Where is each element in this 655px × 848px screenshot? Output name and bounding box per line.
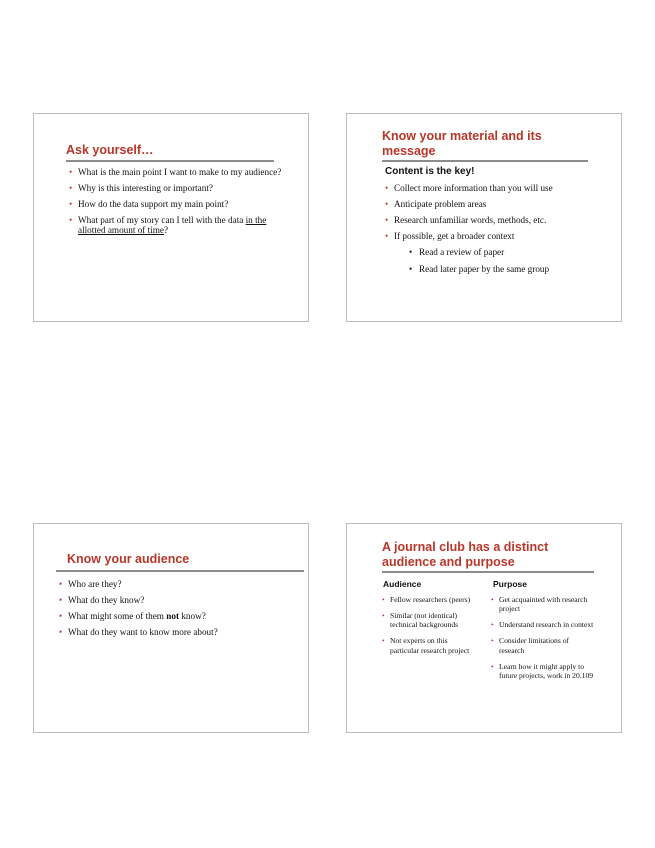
list-item: • Research unfamiliar words, methods, etc. [385,215,610,225]
list-item [385,231,610,274]
list-item-underlined: in the allotted amount of time [78,215,267,236]
sub-bullet-list [394,247,610,274]
list-item: • Learn how it might apply to future projects, work in 20.109 [490,662,596,681]
list-item: • Anticipate problem areas [385,199,610,209]
purpose-heading: Purpose [493,579,528,589]
slide-know-your-material [346,113,622,322]
list-item-text: If possible, get a broader context [394,231,515,241]
subheading: Content is the key! [385,166,475,177]
title-rule [56,570,304,572]
list-item [59,611,294,621]
slide-title: Ask yourself… [66,143,154,157]
title-rule [382,160,588,162]
list-item: • How do the data support my main point? [69,199,284,209]
audience-heading: Audience [383,579,422,589]
title-rule [382,571,594,573]
slide-title: Know your audience [67,552,190,566]
list-item [69,215,284,236]
purpose-list [490,595,596,687]
list-item: • Collect more information than you will use [385,183,610,193]
list-item: • Fellow researchers (peers) [381,595,477,604]
slide-know-your-audience [33,523,309,733]
bullet-list [69,167,284,241]
slide-journal-club [346,523,622,733]
list-item: • What do they want to know more about? [59,627,294,637]
bullet-list [385,183,610,280]
list-item-text: What might some of them [68,611,167,621]
bullet-list [59,579,294,643]
slide-title: A journal club has a distinct audience and purpose [382,540,549,569]
list-item-bold: not [166,611,180,621]
list-item: • Not experts on this particular research project [381,636,477,655]
audience-list [381,595,477,662]
list-item: • Understand research in context [490,620,596,629]
list-item: • Consider limitations of research [490,636,596,655]
list-item-text: What part of my story can I tell with the data [78,215,246,225]
slide-title: Know your material and its message [382,129,542,158]
list-item: • Similar (not identical) technical backgrounds [381,611,477,630]
sub-list-item: • Read a review of paper [394,247,610,257]
list-item: • Why is this interesting or important? [69,183,284,193]
list-item: • Who are they? [59,579,294,589]
title-rule [66,160,274,162]
list-item-suffix: ? [164,225,169,236]
sub-list-item: • Read later paper by the same group [394,264,610,274]
list-item: • What is the main point I want to make to my audience? [69,167,284,177]
slide-ask-yourself [33,113,309,322]
list-item-suffix: know? [179,611,206,621]
list-item: • What do they know? [59,595,294,605]
list-item: • Get acquainted with research project [490,595,596,614]
